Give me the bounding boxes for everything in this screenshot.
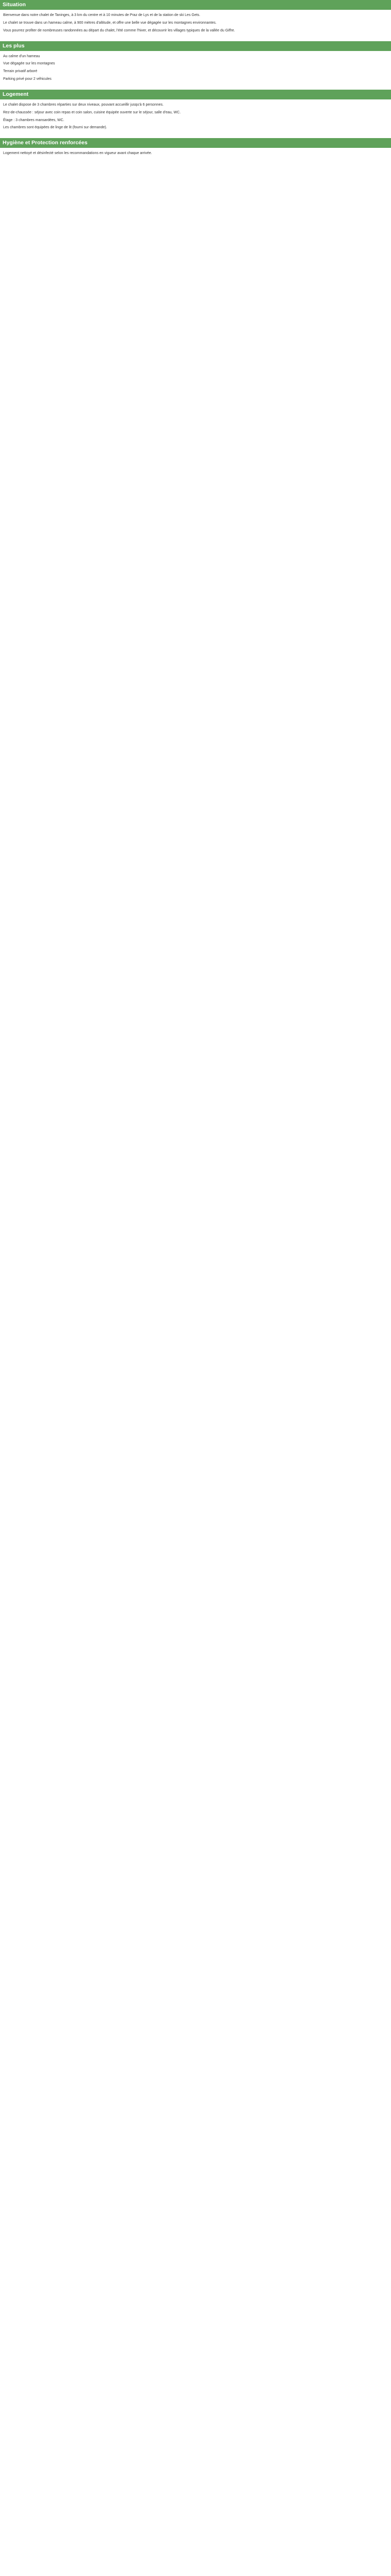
section-paragraph: Parking privé pour 2 véhicules xyxy=(3,77,52,81)
section xyxy=(0,90,391,138)
section-body xyxy=(0,10,391,41)
section-paragraph: Bienvenue dans notre chalet de Taninges, à 3 km du centre et à 10 minutes de Praz de Lys et de la station de ski Les Gets. xyxy=(3,13,201,17)
footer-section xyxy=(0,138,391,164)
section xyxy=(0,0,391,41)
hygiene-paragraph: Logement nettoyé et désinfecté selon les recommandations en vigueur avant chaque arrivée. xyxy=(3,151,152,156)
section-paragraph: Vue dégagée sur les montagnes xyxy=(3,62,55,66)
page xyxy=(0,0,391,169)
section-body xyxy=(0,51,391,90)
section xyxy=(0,41,391,90)
sections xyxy=(0,0,391,138)
section-header[interactable]: Les plus xyxy=(0,41,391,51)
section-paragraph: Terrain privatif arboré xyxy=(3,70,38,74)
section-paragraph: Le chalet dispose de 3 chambres réparties sur deux niveaux, pouvant accueillir jusqu'à 6 personnes. xyxy=(3,103,164,107)
section-paragraph: Étage : 3 chambres mansardées, WC. xyxy=(3,118,64,122)
section-header-hygiene[interactable]: Hygiène et Protection renforcées xyxy=(0,138,391,148)
section-paragraph: Les chambres sont équipées de linge de lit (fourni sur demande). xyxy=(3,126,107,130)
section-header[interactable]: Logement xyxy=(0,90,391,99)
section-paragraph: Vous pourrez profiter de nombreuses randonnées au départ du chalet, l'été comme l'hiver, et découvrir les villages typiques de la vallée du Giffre. xyxy=(3,28,235,32)
section-body-hygiene xyxy=(0,148,391,164)
section-paragraph: Le chalet se trouve dans un hameau calme, à 900 mètres d'altitude, et offre une belle vue dégagée sur les montagnes environnantes. xyxy=(3,21,217,25)
section-paragraph: Rez-de-chaussée : séjour avec coin repas et coin salon, cuisine équipée ouverte sur le séjour, salle d'eau, WC. xyxy=(3,110,181,114)
section-paragraph: Au calme d'un hameau xyxy=(3,54,40,58)
section-header[interactable]: Situation xyxy=(0,0,391,10)
section-body xyxy=(0,99,391,138)
